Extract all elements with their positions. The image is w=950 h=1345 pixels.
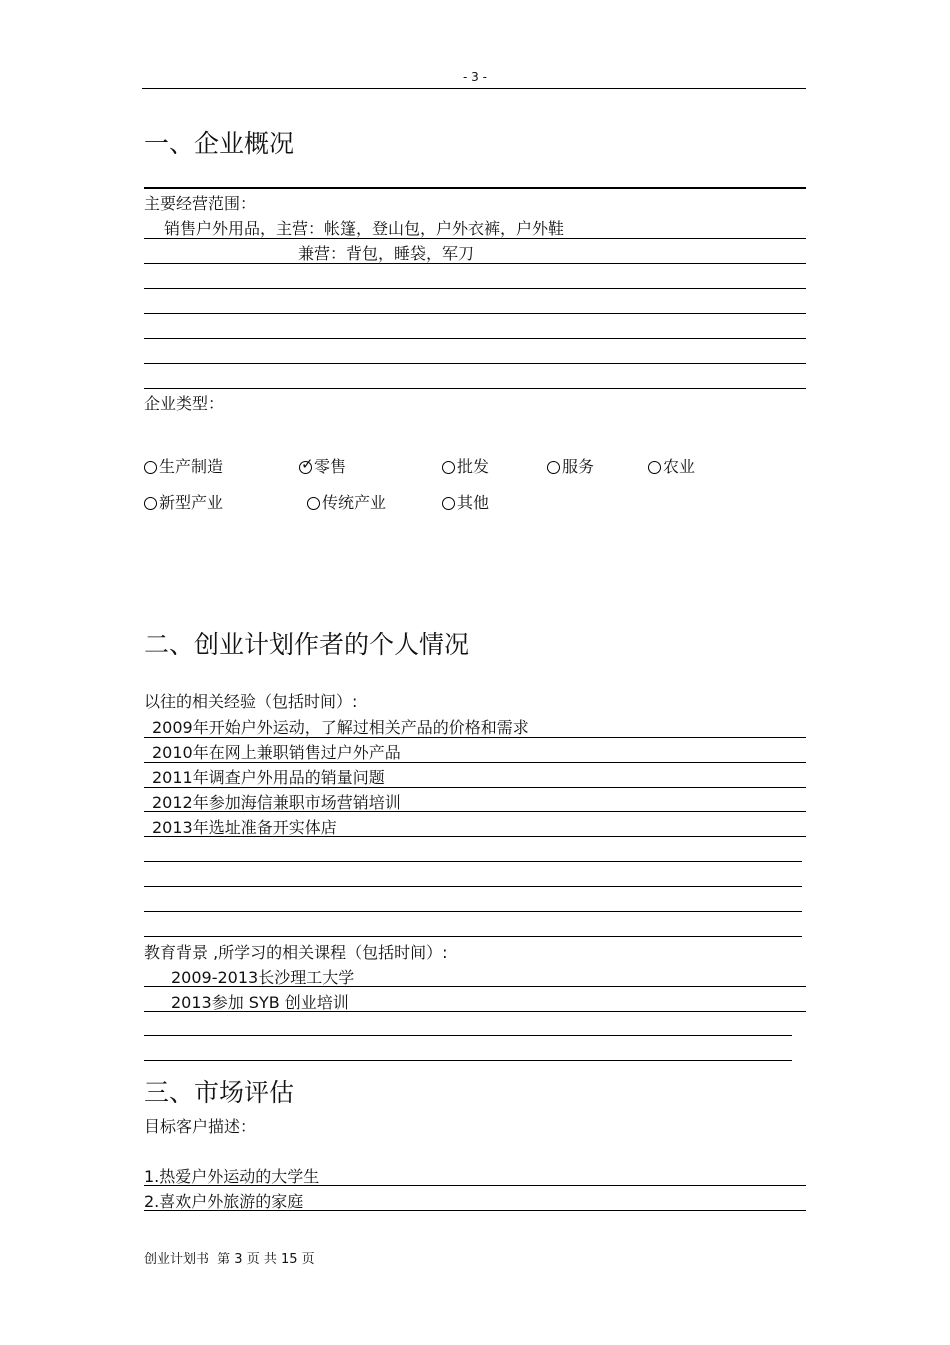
business-scope-line: 兼营：背包，睡袋，军刀 xyxy=(298,244,475,263)
experience-item: 2009年开始户外运动，了解过相关产品的价格和需求 xyxy=(152,718,529,737)
form-line xyxy=(144,762,806,763)
customer-item: 1.热爱户外运动的大学生 xyxy=(144,1167,320,1186)
experience-item: 2011年调查户外用品的销量问题 xyxy=(152,768,385,787)
form-line xyxy=(144,886,802,887)
type-option-other[interactable]: 其他 xyxy=(442,493,489,513)
form-line xyxy=(144,388,806,389)
page-footer xyxy=(144,1248,319,1267)
footer-doc-name: 创业计划书 xyxy=(144,1252,210,1267)
experience-label: 以往的相关经验（包括时间）: xyxy=(144,692,358,711)
type-option-retail[interactable]: ✓ 零售 xyxy=(301,454,347,476)
radio-checked-icon: ✓ xyxy=(301,454,314,473)
type-option-new-industry[interactable]: 新型产业 xyxy=(144,493,223,513)
form-line xyxy=(144,811,806,812)
footer-page-count: 第 3 页 共 15 页 xyxy=(217,1252,315,1267)
section-title-company-overview: 一、企业概况 xyxy=(144,129,295,158)
form-line xyxy=(144,263,806,264)
form-line xyxy=(144,861,802,862)
radio-circle-icon xyxy=(648,461,661,474)
company-type-label: 企业类型： xyxy=(144,394,225,413)
form-line xyxy=(144,936,802,937)
type-option-manufacturing[interactable]: 生产制造 xyxy=(144,457,223,477)
education-label: 教育背景 ,所学习的相关课程（包括时间）: xyxy=(144,943,448,962)
experience-item: 2013年选址准备开实体店 xyxy=(152,818,337,837)
form-line xyxy=(144,986,806,987)
form-line xyxy=(144,737,806,738)
form-line xyxy=(144,787,806,788)
target-customer-label: 目标客户描述： xyxy=(144,1117,257,1136)
type-option-traditional-industry[interactable]: 传统产业 xyxy=(307,493,386,513)
radio-circle-icon xyxy=(442,461,455,474)
form-line xyxy=(144,1035,792,1036)
form-line xyxy=(144,1011,806,1012)
radio-circle-icon xyxy=(307,497,320,510)
form-line xyxy=(144,363,806,364)
experience-item: 2010年在网上兼职销售过户外产品 xyxy=(152,743,401,762)
form-line xyxy=(144,238,806,239)
education-item: 2009-2013长沙理工大学 xyxy=(171,968,355,987)
customer-item: 2.喜欢户外旅游的家庭 xyxy=(144,1192,304,1211)
section-divider xyxy=(144,187,806,189)
header-rule xyxy=(142,88,806,89)
radio-circle-icon xyxy=(442,497,455,510)
radio-circle-icon xyxy=(144,497,157,510)
radio-circle-icon xyxy=(547,461,560,474)
experience-item: 2012年参加海信兼职市场营销培训 xyxy=(152,793,401,812)
type-option-agriculture[interactable]: 农业 xyxy=(648,457,695,477)
form-line xyxy=(144,313,806,314)
form-line xyxy=(144,911,802,912)
radio-circle-icon xyxy=(144,461,157,474)
section-title-market-evaluation: 三、市场评估 xyxy=(144,1078,295,1107)
form-line xyxy=(144,1060,792,1061)
form-line xyxy=(144,836,806,837)
form-line xyxy=(144,288,806,289)
type-option-service[interactable]: 服务 xyxy=(547,457,594,477)
page-number: - 3 - xyxy=(463,70,487,84)
education-item: 2013参加 SYB 创业培训 xyxy=(171,993,349,1012)
section-title-author-profile: 二、创业计划作者的个人情况 xyxy=(144,630,470,659)
business-scope-label: 主要经营范围： xyxy=(144,194,257,213)
form-line xyxy=(144,1185,806,1186)
form-line xyxy=(144,338,806,339)
form-line xyxy=(144,1210,806,1211)
type-option-wholesale[interactable]: 批发 xyxy=(442,457,489,477)
business-scope-line: 销售户外用品，主营：帐篷，登山包，户外衣裤，户外鞋 xyxy=(164,219,565,238)
